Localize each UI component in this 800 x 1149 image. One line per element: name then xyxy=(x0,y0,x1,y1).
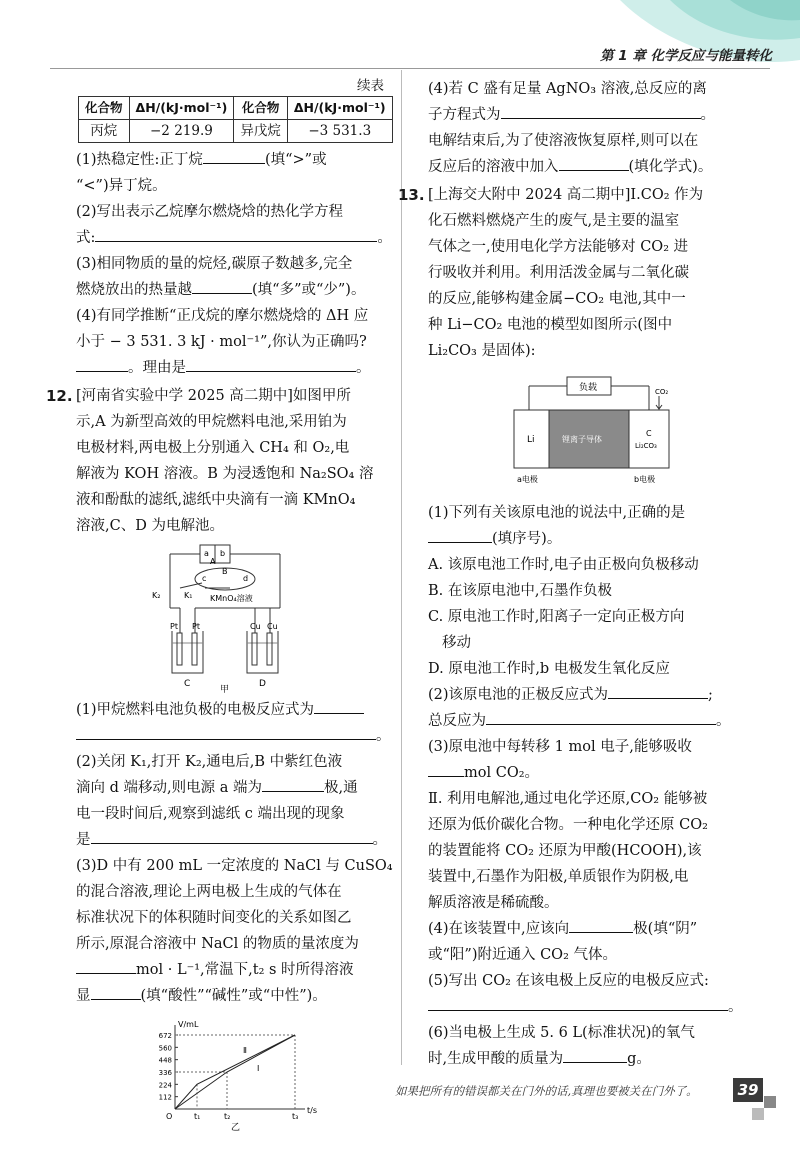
q13-section2-line: 装置中,石墨作为阳极,单质银作为阴极,电 xyxy=(428,869,689,885)
q13-part2: (2)该原电池的正极反应式为 ; xyxy=(428,682,760,708)
fig-label-a: a xyxy=(204,549,209,558)
fig-label-load: 负载 xyxy=(579,383,598,393)
q11-part3: (3)相同物质的量的烷烃,碳原子数越多,完全 xyxy=(76,256,353,272)
x-tick-label: t₂ xyxy=(224,1112,231,1121)
q12-part2-cont2: 电一段时间后,观察到滤纸 c 端出现的现象 xyxy=(76,806,345,822)
q11-part2: (2)写出表示乙烷摩尔燃烧焓的热化学方程 xyxy=(76,204,344,220)
q13-part2-cont: 总反应为 。 xyxy=(428,708,760,734)
q13-part1-cont: (填序号)。 xyxy=(428,526,760,552)
series-label: Ⅱ xyxy=(243,1046,247,1055)
answer-blank[interactable] xyxy=(314,699,364,714)
option-c: C. 原电池工作时,阳离子一定向正极方向 xyxy=(428,609,685,625)
origin-label: O xyxy=(166,1112,173,1121)
q12-part2-cont3: 是 。 xyxy=(76,827,394,853)
q13-part6: (6)当电极上生成 5. 6 L(标准状况)的氧气 xyxy=(428,1025,695,1041)
right-column xyxy=(398,76,760,1072)
y-tick-label: 224 xyxy=(158,1081,172,1090)
q11-part1-cont: “<”)异丁烷。 xyxy=(76,178,167,194)
q12-part1: (1)甲烷燃料电池负极的电极反应式为 xyxy=(76,697,394,723)
q11-part4-cont: 小于 − 3 531. 3 kJ · mol⁻¹”,你认为正确吗? xyxy=(76,334,367,350)
fig-label-d: d xyxy=(243,574,249,583)
q13-part4: (4)在该装置中,应该向 极(填“阴” xyxy=(428,916,760,942)
y-tick-label: 560 xyxy=(158,1044,172,1053)
q12-part3-line: 的混合溶液,理论上两电极上生成的气体在 xyxy=(76,884,342,900)
option-b: B. 在该原电池中,石墨作负极 xyxy=(428,583,612,599)
q13-intro-line: 种 Li−CO₂ 电池的模型如图所示(图中 xyxy=(428,317,673,333)
figure-jia-circuit xyxy=(150,543,320,693)
q12-part3-line: mol · L⁻¹,常温下,t₂ s 时所得溶液 xyxy=(76,957,394,983)
table-header-cell: ΔH/(kJ·mol⁻¹) xyxy=(129,97,234,120)
answer-blank[interactable] xyxy=(76,725,376,740)
footer-motto: 如果把所有的错误都关在门外的话,真理也要被关在门外了。 xyxy=(395,1084,698,1098)
fig-label-C: C xyxy=(184,679,191,689)
q13-part1: (1)下列有关该原电池的说法中,正确的是 xyxy=(428,505,686,521)
q12-part3-line: 所示,原混合溶液中 NaCl 的物质的量浓度为 xyxy=(76,936,359,952)
fig-label-cu: Cu xyxy=(267,622,278,631)
q13-part3: (3)原电池中每转移 1 mol 电子,能够吸收 xyxy=(428,739,692,755)
fig-label-b-electrode: b电极 xyxy=(634,475,656,484)
fig-label-a-electrode: a电极 xyxy=(517,475,538,484)
answer-blank[interactable] xyxy=(428,762,464,777)
fig-label-b: b xyxy=(220,549,226,558)
answer-blank[interactable] xyxy=(563,1048,627,1063)
header-rule xyxy=(50,68,770,69)
q13-part5: (5)写出 CO₂ 在该电极上反应的电极反应式: xyxy=(428,973,709,989)
q12-part3: (3)D 中有 200 mL 一定浓度的 NaCl 与 CuSO₄ xyxy=(76,858,393,874)
q12-intro-line: 液和酚酞的滤纸,滤纸中央滴有一滴 KMnO₄ xyxy=(76,492,356,508)
answer-blank[interactable] xyxy=(608,684,708,699)
left-column xyxy=(46,76,394,1137)
q11-part2-cont: 式: 。 xyxy=(76,225,394,251)
table-cell: −3 531.3 xyxy=(287,120,392,143)
answer-blank[interactable] xyxy=(95,227,377,242)
series-label: Ⅰ xyxy=(257,1064,260,1073)
q12-intro-line: 解液为 KOH 溶液。B 为浸透饱和 Na₂SO₄ 溶 xyxy=(76,466,374,482)
fig-label-k2: K₂ xyxy=(152,591,161,600)
q13-intro-line: 化石燃料燃烧产生的废气,是主要的温室 xyxy=(428,213,680,229)
option-c-cont: 移动 xyxy=(442,635,471,651)
answer-blank[interactable] xyxy=(428,996,728,1011)
q13-section2-line: 还原为低价碳化合物。一种电化学还原 CO₂ xyxy=(428,817,708,833)
fig-label-pt: Pt xyxy=(192,622,200,631)
answer-blank[interactable] xyxy=(203,149,265,164)
column-divider xyxy=(401,70,402,1065)
q12-part1-cont: 。 xyxy=(76,723,394,749)
answer-blank[interactable] xyxy=(91,829,373,844)
q12-intro-line: 示,A 为新型高效的甲烷燃料电池,采用铂为 xyxy=(76,414,347,430)
q11-part4-cont2: 。理由是 。 xyxy=(76,355,394,381)
y-tick-label: 448 xyxy=(158,1056,172,1065)
q12-part2: (2)关闭 K₁,打开 K₂,通电后,B 中紫红色液 xyxy=(76,754,343,770)
question-number: 12. xyxy=(46,387,73,405)
page-decoration-square xyxy=(752,1108,764,1120)
q13-part3-cont: mol CO₂。 xyxy=(428,760,760,786)
answer-blank[interactable] xyxy=(192,279,252,294)
answer-blank[interactable] xyxy=(428,528,492,543)
q12-intro-line: 电极材料,两电极上分别通入 CH₄ 和 O₂,电 xyxy=(76,440,350,456)
q12-part2-cont: 滴向 d 端移动,则电源 a 端为 极,通 xyxy=(76,775,394,801)
answer-blank[interactable] xyxy=(91,985,141,1000)
q13-part6-cont: 时,生成甲酸的质量为 g。 xyxy=(428,1046,760,1072)
table-cell: −2 219.9 xyxy=(129,120,234,143)
fig-label-B: B xyxy=(222,567,228,576)
table-cell: 丙烷 xyxy=(79,120,130,143)
x-axis-label: t/s xyxy=(307,1106,317,1115)
answer-blank[interactable] xyxy=(501,104,701,119)
q13-intro-line: 行吸收并利用。利用活泼金属与二氧化碳 xyxy=(428,265,689,281)
chapter-header: 第 1 章 化学反应与能量转化 xyxy=(600,48,772,64)
y-tick-label: 336 xyxy=(158,1069,172,1077)
q13-intro-line: 的反应,能够构建金属−CO₂ 电池,其中一 xyxy=(428,291,686,307)
answer-blank[interactable] xyxy=(76,959,136,974)
q13-section2: Ⅱ. 利用电解池,通过电化学还原,CO₂ 能够被 xyxy=(428,791,708,807)
q13-intro-line: 气体之一,使用电化学方法能够对 CO₂ 进 xyxy=(428,239,689,255)
table-header-cell: 化合物 xyxy=(234,97,288,120)
option-a: A. 该原电池工作时,电子由正极向负极移动 xyxy=(428,557,699,573)
answer-blank[interactable] xyxy=(76,357,128,372)
answer-blank[interactable] xyxy=(262,777,324,792)
q12-part4-cont: 子方程式为 。 xyxy=(428,102,760,128)
fig-label-pt: Pt xyxy=(170,622,178,631)
q12-part4: (4)若 C 盛有足量 AgNO₃ 溶液,总反应的离 xyxy=(428,81,707,97)
q11-part1: (1)热稳定性:正丁烷 (填“>”或 xyxy=(76,147,394,173)
table-header-row xyxy=(79,97,393,120)
q12-intro: 12. [河南省实验中学 2025 高二期中]如图甲所 xyxy=(76,383,394,409)
answer-blank[interactable] xyxy=(569,918,633,933)
fig-label-D: D xyxy=(259,679,266,689)
q12-intro-line: 溶液,C、D 为电解池。 xyxy=(76,518,224,534)
b-electrode xyxy=(629,410,669,468)
fig-label-k1: K₁ xyxy=(184,591,193,600)
q13-intro-line: Li₂CO₃ 是固体): xyxy=(428,343,536,359)
y-axis-label: V/mL xyxy=(178,1020,199,1029)
table-cell: 异戊烷 xyxy=(234,120,288,143)
q12-part3-line: 标准状况下的体积随时间变化的关系如图乙 xyxy=(76,910,352,926)
enthalpy-table xyxy=(78,96,393,143)
page-decoration-square xyxy=(764,1096,776,1108)
q11-part3-cont: 燃烧放出的热量越 (填“多”或“少”)。 xyxy=(76,277,394,303)
figure-caption: 甲 xyxy=(220,685,230,693)
fig-label-li: Li xyxy=(527,435,535,445)
q13-intro: 13. [上海交大附中 2024 高二期中]Ⅰ.CO₂ 作为 xyxy=(428,182,760,208)
answer-blank[interactable] xyxy=(559,156,629,171)
x-tick-label: t₃ xyxy=(292,1112,299,1121)
fig-label-li2co3: Li₂CO₃ xyxy=(635,442,657,450)
answer-blank[interactable] xyxy=(486,710,716,725)
fig-label-co2: CO₂ xyxy=(655,388,669,396)
table-row xyxy=(79,120,393,143)
y-tick-label: 112 xyxy=(158,1093,172,1102)
figure-yi-chart xyxy=(135,1013,335,1133)
q12-part4-cont3: 反应后的溶液中加入 (填化学式)。 xyxy=(428,154,760,180)
q12-part3-line: 显 (填“酸性”“碱性”或“中性”)。 xyxy=(76,983,394,1009)
fig-label-c: C xyxy=(646,429,652,438)
y-tick-label: 672 xyxy=(158,1032,172,1040)
fig-label-A: A xyxy=(210,557,216,566)
q11-part4: (4)有同学推断“正戊烷的摩尔燃烧焓的 ΔH 应 xyxy=(76,308,369,324)
figure-li-co2-battery xyxy=(509,372,679,492)
q13-section2-line: 的装置能将 CO₂ 还原为甲酸(HCOOH),该 xyxy=(428,843,702,859)
fig-label-kmno4: KMnO₄溶液 xyxy=(210,594,253,603)
table-header-cell: ΔH/(kJ·mol⁻¹) xyxy=(287,97,392,120)
page-number: 39 xyxy=(733,1078,763,1102)
option-d: D. 原电池工作时,b 电极发生氧化反应 xyxy=(428,661,670,677)
chart-caption: 乙 xyxy=(231,1123,241,1133)
x-tick-label: t₁ xyxy=(194,1112,201,1121)
q13-part4-cont: 或“阳”)附近通入 CO₂ 气体。 xyxy=(428,947,617,963)
fig-label-cu: Cu xyxy=(250,622,261,631)
q13-part5-cont: 。 xyxy=(428,994,760,1020)
table-continued-note: 续表 xyxy=(357,78,384,94)
q12-part4-cont2: 电解结束后,为了使溶液恢复原样,则可以在 xyxy=(428,133,699,149)
question-number: 13. xyxy=(398,186,425,204)
fig-label-c: c xyxy=(202,574,207,583)
table-header-cell: 化合物 xyxy=(79,97,130,120)
q13-section2-line: 解质溶液是稀硫酸。 xyxy=(428,895,559,911)
answer-blank[interactable] xyxy=(186,357,356,372)
fig-label-conductor: 锂离子导体 xyxy=(562,435,602,444)
